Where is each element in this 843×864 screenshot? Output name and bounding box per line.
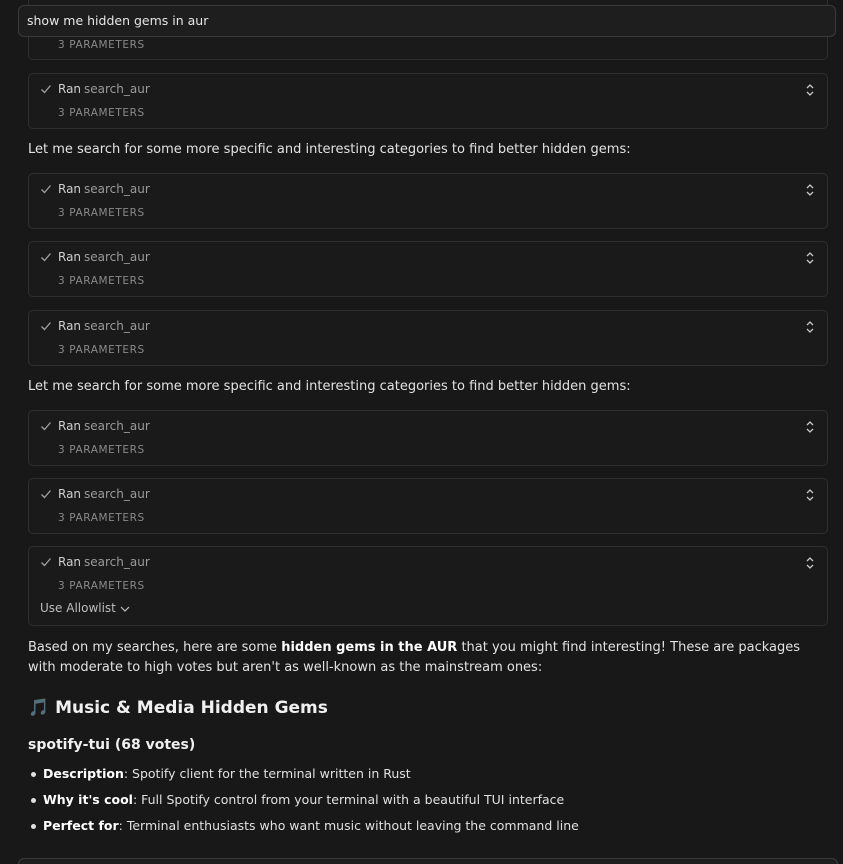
tool-status-label: Ran — [58, 555, 82, 569]
tool-params-label[interactable]: 3 PARAMETERS — [58, 207, 145, 219]
intro-prefix: Based on my searches, here are some — [28, 640, 282, 655]
tool-call-card[interactable] — [28, 546, 828, 626]
tool-call-card[interactable] — [28, 310, 828, 366]
tool-name: search_aur — [84, 82, 150, 96]
tool-status-label: Ran — [58, 82, 82, 96]
chevron-up-down-icon[interactable] — [805, 556, 815, 570]
tool-params-label[interactable]: 3 PARAMETERS — [58, 344, 145, 356]
tool-status-label: Ran — [58, 250, 82, 264]
chevron-up-down-icon[interactable] — [805, 251, 815, 265]
tool-params-label[interactable]: 3 PARAMETERS — [58, 275, 145, 287]
chevron-up-down-icon[interactable] — [805, 83, 815, 97]
query-input[interactable]: show me hidden gems in aur — [18, 5, 836, 37]
bullet-text: : Full Spotify control from your terminal with a beautiful TUI interface — [132, 792, 565, 807]
chevron-up-down-icon[interactable] — [805, 183, 815, 197]
bullet-label: Description — [43, 766, 124, 781]
check-icon — [40, 251, 52, 263]
chevron-up-down-icon[interactable] — [805, 420, 815, 434]
next-panel-edge — [18, 858, 838, 864]
tool-name: search_aur — [84, 319, 150, 333]
tool-status-label: Ran — [58, 419, 82, 433]
tool-status-label: Ran — [58, 182, 82, 196]
tool-params-label[interactable]: 3 PARAMETERS — [58, 580, 145, 592]
check-icon — [40, 83, 52, 95]
tool-call-card[interactable] — [28, 73, 828, 129]
intro-suffix: that you might find interesting! These are packages with moderate to high votes but aren't as well-known as the mainstream ones: — [28, 640, 801, 675]
bullet-dot — [31, 824, 36, 829]
bullet-dot — [31, 798, 36, 803]
check-icon — [40, 183, 52, 195]
tool-name: search_aur — [84, 555, 150, 569]
tool-call-card[interactable] — [28, 173, 828, 229]
tool-call-card[interactable] — [28, 478, 828, 534]
tool-status-label: Ran — [58, 487, 82, 501]
assistant-message: Let me search for some more specific and interesting categories to find better hidden gems: — [28, 142, 631, 157]
intro-bold: hidden gems in the AUR — [281, 640, 458, 655]
tool-status-label: Ran — [58, 319, 82, 333]
package-heading: spotify-tui (68 votes) — [28, 737, 196, 753]
tool-params-label[interactable]: 3 PARAMETERS — [58, 107, 145, 119]
bullet-text: : Spotify client for the terminal written in Rust — [123, 766, 411, 781]
use-allowlist-button[interactable] — [40, 601, 130, 615]
tool-params-label[interactable]: 3 PARAMETERS — [58, 444, 145, 456]
tool-name: search_aur — [84, 250, 150, 264]
bullet-text: : Terminal enthusiasts who want music without leaving the command line — [118, 818, 579, 833]
tool-call-card[interactable] — [28, 410, 828, 466]
check-icon — [40, 320, 52, 332]
bullet-label: Why it's cool — [43, 792, 133, 807]
bullet-dot — [31, 772, 36, 777]
chevron-down-icon — [120, 605, 130, 613]
bullet-label: Perfect for — [43, 818, 119, 833]
tool-params-label[interactable]: 3 PARAMETERS — [58, 512, 145, 524]
check-icon — [40, 556, 52, 568]
tool-call-card[interactable] — [28, 241, 828, 297]
assistant-message: Let me search for some more specific and interesting categories to find better hidden gems: — [28, 379, 631, 394]
tool-params-label: 3 PARAMETERS — [58, 39, 145, 51]
check-icon — [40, 488, 52, 500]
check-icon — [40, 420, 52, 432]
chevron-up-down-icon[interactable] — [805, 320, 815, 334]
chevron-up-down-icon[interactable] — [805, 488, 815, 502]
use-allowlist-label: Use Allowlist — [40, 601, 116, 615]
assistant-message-intro — [28, 638, 828, 678]
tool-name: search_aur — [84, 487, 150, 501]
tool-name: search_aur — [84, 182, 150, 196]
tool-name: search_aur — [84, 419, 150, 433]
section-heading: 🎵 Music & Media Hidden Gems — [28, 698, 328, 718]
